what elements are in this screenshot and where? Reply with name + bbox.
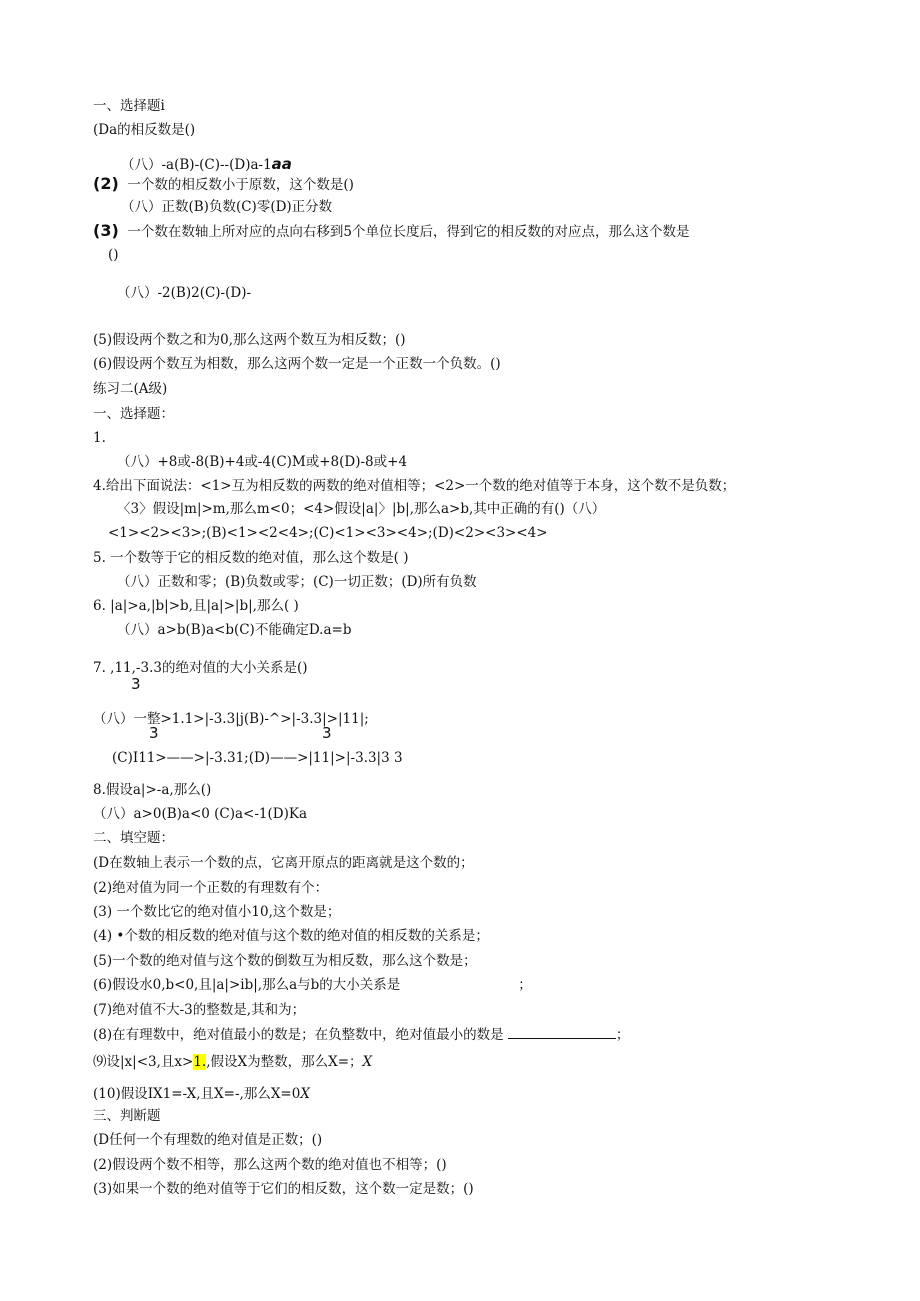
line-text: (3) 一个数比它的绝对值小10,这个数是；	[93, 904, 341, 920]
section-heading-choice	[93, 97, 165, 115]
line-text: 〈3〉假设|m|>m,那么m<0；<4>假设|a|〉|b|,那么a>b,其中正确的有()（八）	[117, 501, 606, 517]
exercise-q5-options	[117, 573, 477, 591]
exercise-q6-options	[117, 621, 351, 639]
line-text: (10)假设IX1=-X,且X=-,那么X=0	[93, 1086, 301, 1102]
highlighted-text: 1.	[193, 1054, 207, 1070]
question-5-judge	[93, 331, 406, 349]
line-text: (2)假设两个数不相等，那么这两个数的绝对值也不相等；()	[93, 1157, 447, 1173]
fill-q4	[93, 927, 489, 945]
question-6-judge	[93, 355, 501, 373]
line-text: 7. ,11,-3.3的绝对值的大小关系是()	[93, 660, 308, 676]
question-3-paren	[108, 246, 119, 264]
line-tail-italic: X	[300, 1086, 310, 1102]
fraction-denominator: 3	[322, 724, 332, 742]
line-text: （八）正数(B)负数(C)零(D)正分数	[121, 199, 333, 215]
line-text: （八）正数和零；(B)负数或零；(C)一切正数；(D)所有负数	[117, 574, 477, 590]
line-text: 练习二(A级)	[93, 381, 168, 397]
line-text: 一个数的相反数小于原数，这个数是()	[127, 177, 354, 193]
exercise-q8-options	[93, 805, 307, 823]
judge-q3	[93, 1180, 474, 1198]
line-text: 一个数在数轴上所对应的点向右移到5个单位长度后，得到它的相反数的对应点，那么这个数是	[127, 224, 690, 240]
line-tail: ；	[615, 1027, 630, 1043]
line-text: <1><2><3>;(B)<1><2<4>;(C)<1><3><4>;(D)<2><3><4>	[108, 525, 548, 541]
line-text: 4.给出下面说法：<1>互为相反数的两数的绝对值相等；<2>一个数的绝对值等于本身，这个数不是负数；	[93, 478, 736, 494]
fill-q8	[93, 1026, 629, 1044]
line-text: （八）a>b(B)a<b(C)不能确定D.a=b	[117, 622, 352, 638]
question-number: (3)	[93, 221, 119, 240]
section-heading-judge	[93, 1107, 161, 1125]
exercise-q4	[93, 477, 735, 495]
question-3-options	[117, 284, 251, 302]
line-text: (3)如果一个数的绝对值等于它们的相反数，这个数一定是数；()	[93, 1181, 474, 1197]
fill-q7	[93, 1001, 305, 1019]
line-text: (8)在有理数中，绝对值最小的数是；在负整数中，绝对值最小的数是	[93, 1027, 504, 1043]
line-text: ⑼设|x|<3,且x>	[93, 1054, 194, 1070]
fraction-denominator: 3	[131, 675, 141, 693]
line-text: （八）a>0(B)a<0 (C)a<-1(D)Ka	[93, 806, 308, 822]
line-text: (6)假设两个数互为相数，那么这两个数一定是一个正数一个负数。()	[93, 356, 501, 372]
fill-q2	[93, 879, 328, 897]
fill-q1	[93, 854, 474, 872]
line-text: (Da的相反数是()	[93, 122, 196, 138]
fraction-denominator: 3	[149, 724, 159, 742]
fill-q6	[93, 976, 532, 994]
exercise-q1-options	[117, 453, 407, 471]
line-text: 一、选择题i	[93, 98, 165, 114]
fill-q10	[93, 1085, 310, 1103]
line-text: 8.假设a|>-a,那么()	[93, 782, 212, 798]
exercise-q1	[93, 429, 106, 447]
line-text: (5)假设两个数之和为0,那么这两个数互为相反数；()	[93, 332, 406, 348]
line-text: （八）-a(B)-(C)--(D)a-1	[121, 157, 272, 173]
line-text: （八）+8或-8(B)+4或-4(C)M或+8(D)-8或+4	[117, 454, 408, 470]
exercise-q4-options	[108, 524, 548, 542]
line-text: 6. |a|>a,|b|>b,且|a|>|b|,那么( )	[93, 598, 299, 614]
exercise-q8	[93, 781, 211, 799]
line-text: (D在数轴上表示一个数的点，它离开原点的距离就是这个数的；	[93, 855, 474, 871]
line-tail-italic: X	[362, 1054, 373, 1070]
question-3	[93, 222, 689, 241]
question-1-options	[121, 155, 292, 174]
line-text: (C)I11>——>|-3.31;(D)——>|11|>|-3.3|3 3	[112, 750, 403, 766]
line-text: 1.	[93, 430, 106, 446]
line-tail: aa	[271, 155, 292, 173]
line-text: (7)绝对值不大-3的整数是,其和为；	[93, 1002, 306, 1018]
line-text: ()	[108, 247, 119, 263]
line-text: 二、填空题：	[93, 830, 174, 846]
line-text: （八）-2(B)2(C)-(D)-	[117, 285, 252, 301]
exercise-q5	[93, 549, 409, 567]
fill-q3	[93, 903, 340, 921]
question-number: (2)	[93, 174, 119, 193]
section-heading-fill	[93, 829, 174, 847]
line-text: 三、判断题	[93, 1108, 161, 1124]
judge-q1	[93, 1131, 322, 1149]
exercise-q6	[93, 597, 299, 615]
line-text: （八）一整>1.1>|-3.3|j(B)-^>|-3.3|>|11|;	[93, 711, 369, 727]
line-text: 一、选择题：	[93, 406, 174, 422]
line-tail: ,假设X为整数，那么X=；	[206, 1054, 363, 1070]
exercise-q4-cont	[117, 500, 605, 518]
answer-blank	[508, 1026, 616, 1039]
exercise-heading	[93, 380, 167, 398]
section-heading-choice-2	[93, 405, 174, 423]
question-2-options	[121, 198, 332, 216]
question-1	[93, 121, 195, 139]
fill-q9	[93, 1053, 372, 1071]
line-tail: ；	[518, 977, 532, 993]
question-2	[93, 175, 354, 194]
line-text: (D任何一个有理数的绝对值是正数；()	[93, 1132, 323, 1148]
line-text: 5. 一个数等于它的相反数的绝对值，那么这个数是( )	[93, 550, 409, 566]
judge-q2	[93, 1156, 447, 1174]
line-text: (2)绝对值为同一个正数的有理数有个：	[93, 880, 329, 896]
line-text: (4) •个数的相反数的绝对值与这个数的绝对值的相反数的关系是；	[93, 928, 489, 944]
line-text: (5)一个数的绝对值与这个数的倒数互为相反数，那么这个数是；	[93, 953, 477, 969]
fill-q5	[93, 952, 477, 970]
exercise-q7	[93, 659, 308, 677]
exercise-q7-options-cd	[112, 749, 403, 767]
line-text: (6)假设水0,b<0,且|a|>ib|,那么a与b的大小关系是	[93, 977, 401, 993]
